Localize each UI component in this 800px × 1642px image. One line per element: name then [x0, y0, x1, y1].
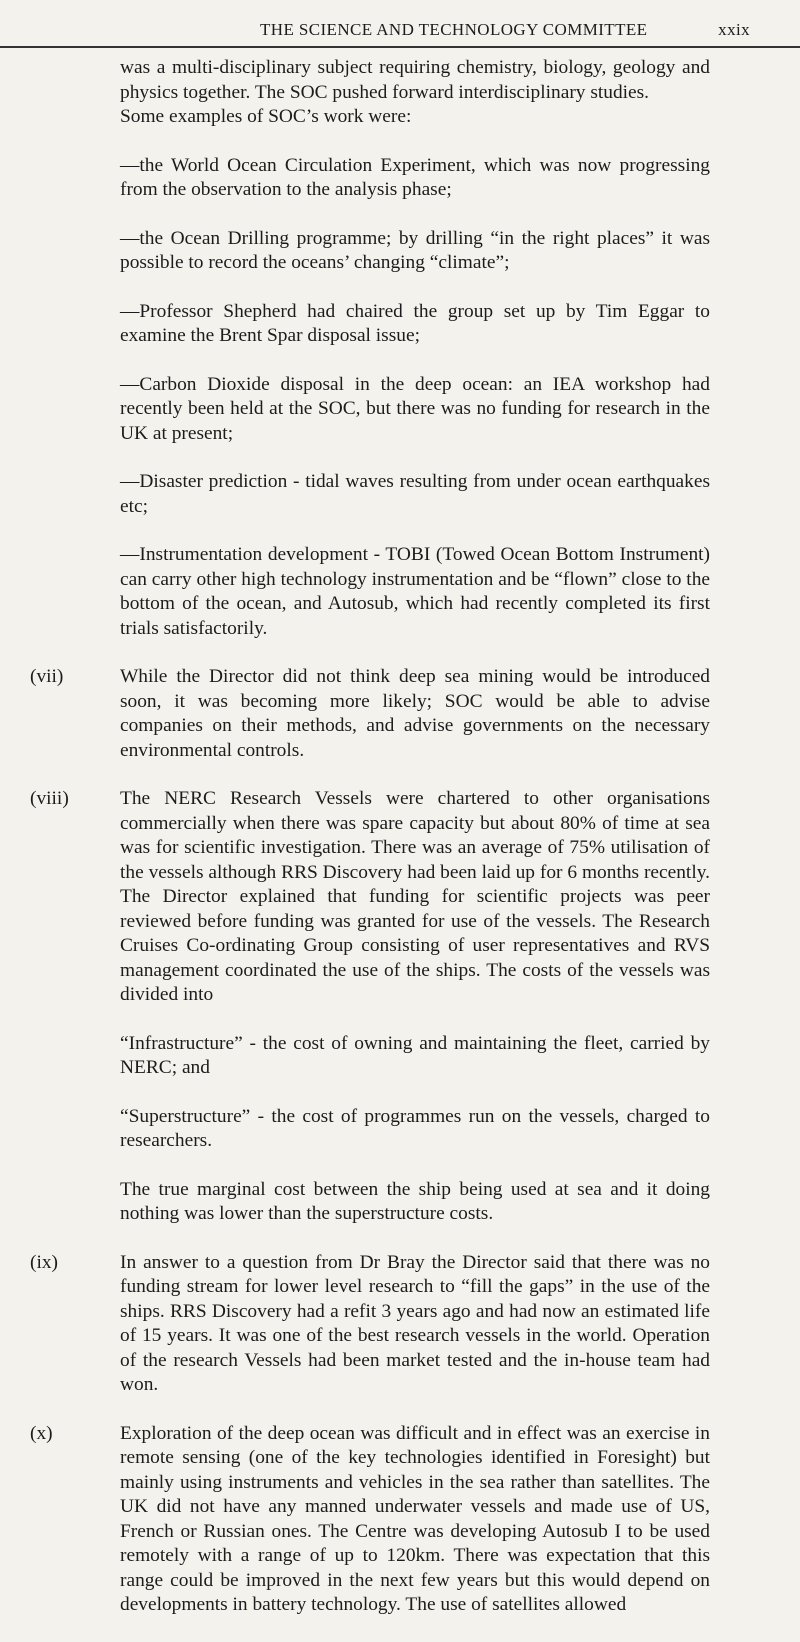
paragraph-text: Exploration of the deep ocean was difficult and in effect was an exercise in remote sensing (one of the key technologies identified in Foresight) but mainly using instruments and vehicles in the sea rather than satellites. The UK did not have any manned underwater vessels and made use of US, French or Russian ones. The Centre was developing Autosub I to be used remotely with a range of up to 120km. There was expectation that this range could be improved in the next few years but this would depend on developments in battery technology. The use of satellites allowed	[120, 1422, 710, 1615]
paragraph-text: —the Ocean Drilling programme; by drilling “in the right places” it was possible to record the oceans’ changing “climate”;	[120, 227, 710, 273]
paragraph-text: The true marginal cost between the ship being used at sea and it doing nothing was lower than the superstructure costs.	[120, 1178, 710, 1224]
list-item	[120, 154, 710, 203]
paragraph-marker: (viii)	[30, 788, 69, 809]
list-item	[120, 373, 710, 447]
list-item	[120, 543, 710, 641]
body-text	[30, 56, 710, 1642]
numbered-paragraph-x	[30, 1422, 710, 1618]
paragraph-text: —Professor Shepherd had chaired the group set up by Tim Eggar to examine the Brent Spar disposal issue;	[120, 300, 710, 346]
paragraph-text: “Superstructure” - the cost of programmes run on the vessels, charged to researchers.	[120, 1105, 710, 1151]
paragraph	[120, 1178, 710, 1227]
paragraph-text: —the World Ocean Circulation Experiment, which was now progressing from the observation to the analysis phase;	[120, 154, 710, 200]
list-item	[120, 300, 710, 349]
paragraph-text: —Carbon Dioxide disposal in the deep ocean: an IEA workshop had recently been held at the SOC, but there was no funding for research in the UK at present;	[120, 373, 710, 444]
numbered-paragraph-vii	[30, 665, 710, 763]
paragraph-text: —Instrumentation development - TOBI (Towed Ocean Bottom Instrument) can carry other high technology instrumentation and be “flown” close to the bottom of the ocean, and Autosub, which had recently completed its first trials satisfactorily.	[120, 544, 710, 639]
numbered-paragraph-viii	[30, 787, 710, 1008]
paragraph	[120, 1105, 710, 1154]
paragraph-text: In answer to a question from Dr Bray the Director said that there was no funding stream for lower level research to “fill the gaps” in the use of the ships. RRS Discovery had a refit 3 years ago and had now an estimated life of 15 years. It was one of the best research vessels in the world. Operation of the research Vessels had been market tested and the in-house team had won.	[120, 1251, 710, 1395]
paragraph-text: “Infrastructure” - the cost of owning and maintaining the fleet, carried by NERC; and	[120, 1032, 710, 1078]
paragraph	[120, 105, 710, 130]
running-head-title: THE SCIENCE AND TECHNOLOGY COMMITTEE	[260, 20, 648, 39]
paragraph-text: —Disaster prediction - tidal waves resulting from under ocean earthquakes etc;	[120, 471, 710, 517]
paragraph-marker: (vii)	[30, 666, 64, 687]
header-rule	[0, 46, 800, 48]
paragraph-text: While the Director did not think deep sea mining would be introduced soon, it was becoming more likely; SOC would be able to advise companies on their methods, and advise governments on the necessary environmental controls.	[120, 666, 710, 761]
page-number: xxix	[718, 20, 750, 39]
paragraph-text: was a multi-disciplinary subject requiring chemistry, biology, geology and physics together. The SOC pushed forward interdisciplinary studies.	[120, 57, 710, 103]
paragraph-text: The NERC Research Vessels were chartered to other organisations commercially when there was spare capacity but about 80% of time at sea was for scientific investigation. There was an average of 75% utilisation of the vessels although RRS Discovery had been laid up for 6 months recently. The Director explained that funding for scientific projects was peer reviewed before funding was granted for use of the vessels. The Research Cruises Co-ordinating Group consisting of user representatives and RVS management coordinated the use of the ships. The costs of the vessels was divided into	[120, 788, 710, 1005]
paragraph-marker: (x)	[30, 1422, 53, 1444]
list-item	[120, 470, 710, 519]
paragraph	[120, 1032, 710, 1081]
paragraph-text: Some examples of SOC’s work were:	[120, 106, 412, 127]
list-item	[120, 227, 710, 276]
paragraph-marker: (ix)	[30, 1251, 58, 1273]
page-header	[260, 20, 760, 44]
numbered-paragraph-ix	[30, 1251, 710, 1398]
paragraph	[120, 56, 710, 105]
